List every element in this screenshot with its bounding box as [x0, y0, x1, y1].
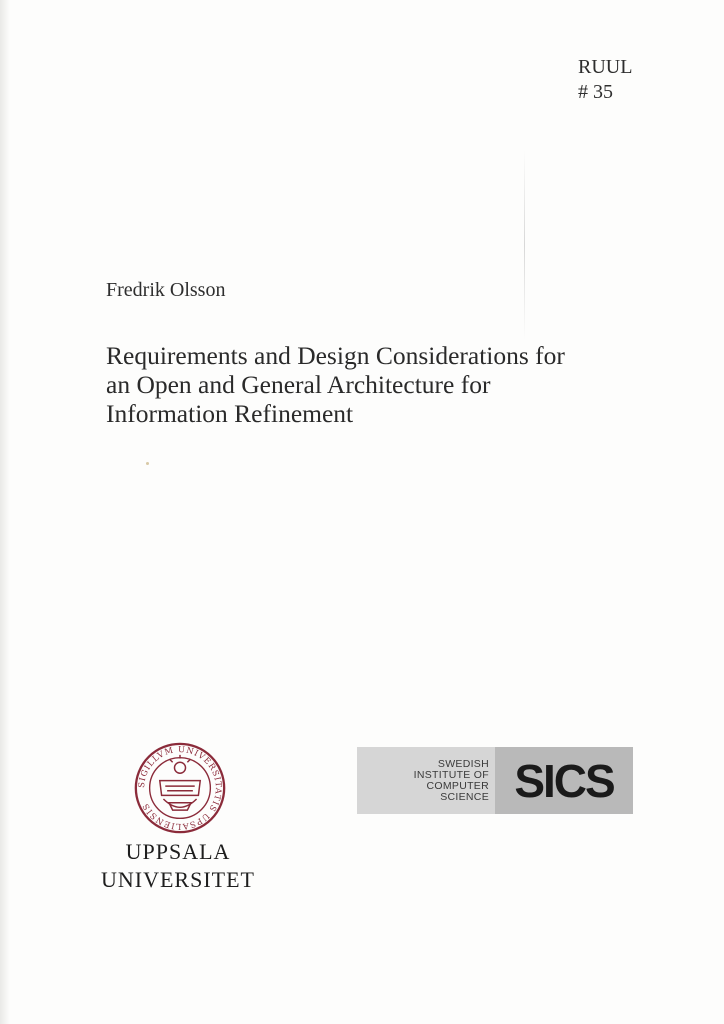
seal-inscription: SIGILLVM UNIVERSITATIS UPSALIENSIS [136, 743, 224, 832]
uppsala-seal-logo [134, 742, 226, 834]
paper-crease [524, 150, 525, 340]
report-title [106, 341, 666, 428]
sics-full-name [357, 747, 495, 814]
series-issue: # 35 [578, 81, 613, 103]
university-name [98, 838, 258, 894]
page-edge-shadow [0, 0, 10, 1024]
sics-wordmark: SICS [495, 747, 633, 814]
paper-speck [146, 462, 149, 465]
title-line-3: Information Refinement [106, 399, 354, 428]
university-name-line-1: UPPSALA [125, 839, 231, 864]
sics-name-line-4: SCIENCE [440, 790, 489, 803]
sics-name-line-1: SWEDISH [437, 757, 489, 770]
sics-logo [357, 747, 633, 814]
title-line-1: Requirements and Design Considerations for [106, 341, 565, 370]
sics-name-line-2: INSTITUTE OF [413, 768, 489, 781]
sics-name-line-3: COMPUTER [426, 779, 489, 792]
series-label: RUUL [578, 56, 633, 78]
title-line-2: an Open and General Architecture for [106, 370, 491, 399]
series-number [578, 55, 632, 105]
university-name-line-2: UNIVERSITET [101, 867, 255, 892]
author-name: Fredrik Olsson [106, 279, 226, 301]
